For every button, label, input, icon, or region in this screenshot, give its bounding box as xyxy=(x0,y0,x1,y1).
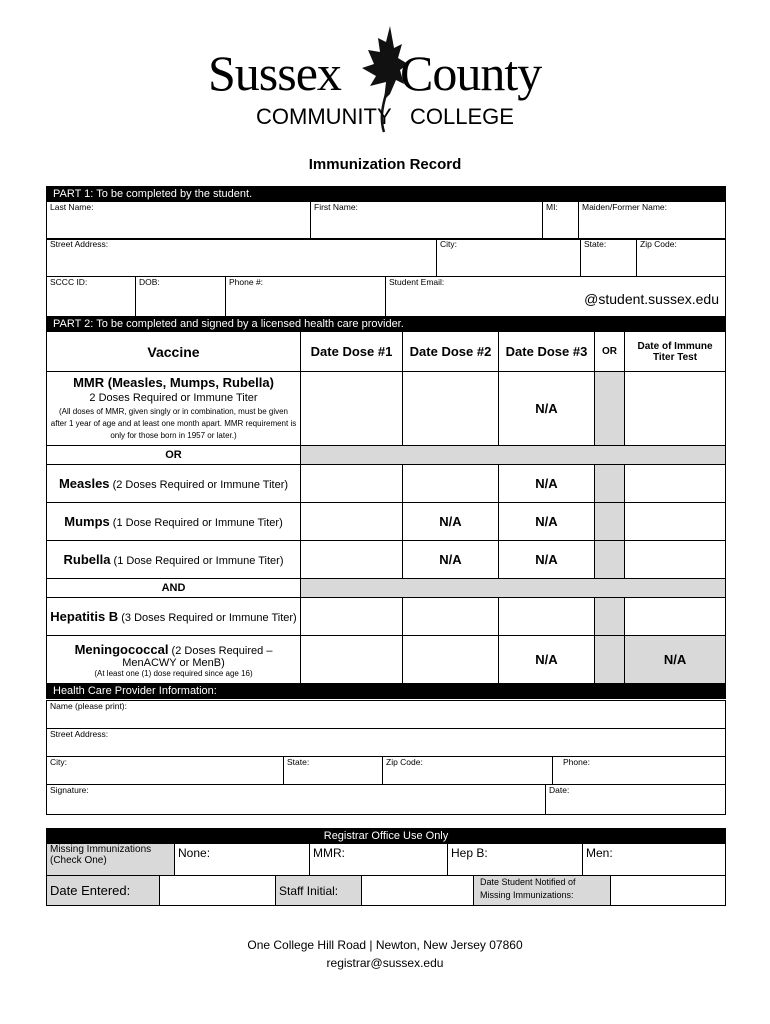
date-entered-label: Date Entered: xyxy=(47,876,160,906)
mumps-dose3-na: N/A xyxy=(499,503,595,541)
hepb-dose3-input[interactable] xyxy=(499,598,595,636)
mening-dose3-na: N/A xyxy=(499,636,595,684)
col-titer: Date of Immune Titer Test xyxy=(625,332,726,372)
provider-header: Health Care Provider Information: xyxy=(47,684,726,699)
footer-address: One College Hill Road | Newton, New Jersey 07860 xyxy=(247,938,523,952)
staff-initial-label: Staff Initial: xyxy=(276,876,362,906)
mening-label: Meningococcal xyxy=(74,641,169,657)
mening-note: (At least one (1) dose required since age 16) xyxy=(94,668,253,678)
footer xyxy=(0,936,770,972)
last-name-field[interactable]: Last Name: xyxy=(47,202,311,240)
mumps-or-cell xyxy=(595,503,625,541)
mmr-dose1-input[interactable] xyxy=(301,372,403,446)
mumps-dose2-na: N/A xyxy=(403,503,499,541)
mmr-requirement: 2 Doses Required or Immune Titer xyxy=(89,392,258,404)
registrar-table xyxy=(46,828,726,876)
logo-word-college: COLLEGE xyxy=(410,104,514,129)
missing-immunizations-label: Missing Immunizations (Check One) xyxy=(47,844,175,876)
street-address-field[interactable]: Street Address: xyxy=(47,239,437,277)
first-name-field[interactable]: First Name: xyxy=(311,202,543,240)
hepb-requirement: (3 Doses Required or Immune Titer) xyxy=(121,612,297,624)
mumps-dose1-input[interactable] xyxy=(301,503,403,541)
student-email-field[interactable] xyxy=(386,277,726,317)
mening-dose1-input[interactable] xyxy=(301,636,403,684)
registrar-entry-table xyxy=(46,875,726,906)
hepb-dose2-input[interactable] xyxy=(403,598,499,636)
measles-dose1-input[interactable] xyxy=(301,465,403,503)
logo-word-community: COMMUNITY xyxy=(256,104,392,129)
col-dose3: Date Dose #3 xyxy=(499,332,595,372)
phone-field[interactable]: Phone #: xyxy=(226,277,386,317)
mmr-titer-input[interactable] xyxy=(625,372,726,446)
date-notified-label: Date Student Notified of Missing Immunizations: xyxy=(474,876,611,906)
measles-label: Measles xyxy=(58,476,110,491)
measles-dose2-input[interactable] xyxy=(403,465,499,503)
hepb-dose1-input[interactable] xyxy=(301,598,403,636)
vaccine-rubella xyxy=(47,541,301,579)
provider-zip-field[interactable]: Zip Code: xyxy=(383,757,553,785)
missing-men-checkbox[interactable]: Men: xyxy=(583,844,726,876)
provider-street-field[interactable]: Street Address: xyxy=(47,729,726,757)
missing-mmr-checkbox[interactable]: MMR: xyxy=(310,844,448,876)
measles-or-cell xyxy=(595,465,625,503)
hepb-label: Hepatitis B xyxy=(50,609,119,624)
page-title: Immunization Record xyxy=(308,156,462,173)
vaccine-mmr xyxy=(47,372,301,446)
state-field[interactable]: State: xyxy=(581,239,637,277)
missing-none-checkbox[interactable]: None: xyxy=(175,844,310,876)
missing-hepb-checkbox[interactable]: Hep B: xyxy=(448,844,583,876)
staff-initial-input[interactable] xyxy=(362,876,474,906)
hepb-titer-input[interactable] xyxy=(625,598,726,636)
col-vaccine: Vaccine xyxy=(47,332,301,372)
registrar-header: Registrar Office Use Only xyxy=(47,829,726,844)
col-dose2: Date Dose #2 xyxy=(403,332,499,372)
maiden-name-field[interactable]: Maiden/Former Name: xyxy=(579,202,726,240)
col-or: OR xyxy=(595,332,625,372)
mmr-dose3-na: N/A xyxy=(499,372,595,446)
provider-city-field[interactable]: City: xyxy=(47,757,284,785)
and-separator: AND xyxy=(47,579,301,598)
provider-state-field[interactable]: State: xyxy=(284,757,383,785)
footer-email[interactable]: registrar@sussex.edu xyxy=(326,956,444,970)
rubella-or-cell xyxy=(595,541,625,579)
vaccine-hepb xyxy=(47,598,301,636)
part2-header: PART 2: To be completed and signed by a licensed health care provider. xyxy=(47,317,726,332)
measles-requirement: (2 Doses Required or Immune Titer) xyxy=(112,479,289,491)
mmr-title: MMR (Measles, Mumps, Rubella) xyxy=(73,375,274,390)
logo-word-sussex: Sussex xyxy=(208,45,341,101)
measles-titer-input[interactable] xyxy=(625,465,726,503)
part1-table xyxy=(46,186,726,240)
part1-header: PART 1: To be completed by the student. xyxy=(47,187,726,202)
or-separator-fill xyxy=(301,446,726,465)
provider-phone-label: Phone: xyxy=(563,757,590,767)
mumps-requirement: (1 Dose Required or Immune Titer) xyxy=(112,517,283,529)
rubella-dose2-na: N/A xyxy=(403,541,499,579)
sccc-id-field[interactable]: SCCC ID: xyxy=(47,277,136,317)
part2-table xyxy=(46,316,726,699)
mmr-or-cell xyxy=(595,372,625,446)
logo-word-county: County xyxy=(400,45,542,101)
dob-field[interactable]: DOB: xyxy=(136,277,226,317)
zip-code-field[interactable]: Zip Code: xyxy=(637,239,726,277)
mening-requirement: (2 Doses Required – MenACWY or MenB) xyxy=(122,644,273,669)
mumps-label: Mumps xyxy=(64,514,110,529)
part1-id-table xyxy=(46,276,726,317)
mening-or-cell xyxy=(595,636,625,684)
vaccine-measles xyxy=(47,465,301,503)
mmr-dose2-input[interactable] xyxy=(403,372,499,446)
provider-date-field[interactable]: Date: xyxy=(546,785,726,815)
rubella-dose3-na: N/A xyxy=(499,541,595,579)
city-field[interactable]: City: xyxy=(437,239,581,277)
rubella-label: Rubella xyxy=(63,552,111,567)
provider-signature-table xyxy=(46,784,726,815)
date-entered-input[interactable] xyxy=(160,876,276,906)
student-email-label: Student Email: xyxy=(389,277,445,287)
provider-table xyxy=(46,700,726,785)
mmr-note: (All doses of MMR, given singly or in combination, must be given after 1 year of age and at least one month apart. MMR requirement is only for those born in 1957 or later.) xyxy=(50,407,297,440)
provider-name-field[interactable]: Name (please print): xyxy=(47,701,726,729)
col-dose1: Date Dose #1 xyxy=(301,332,403,372)
provider-phone-field[interactable] xyxy=(553,757,726,785)
rubella-dose1-input[interactable] xyxy=(301,541,403,579)
provider-signature-field[interactable]: Signature: xyxy=(47,785,546,815)
or-separator: OR xyxy=(47,446,301,465)
mi-field[interactable]: MI: xyxy=(543,202,579,240)
email-domain: @student.sussex.edu xyxy=(584,291,719,307)
measles-dose3-na: N/A xyxy=(499,465,595,503)
rubella-requirement: (1 Dose Required or Immune Titer) xyxy=(113,555,284,567)
mumps-titer-input[interactable] xyxy=(625,503,726,541)
hepb-or-cell xyxy=(595,598,625,636)
part1-address-table xyxy=(46,238,726,277)
college-logo xyxy=(150,20,620,140)
mening-titer-na: N/A xyxy=(625,636,726,684)
and-separator-fill xyxy=(301,579,726,598)
vaccine-mumps xyxy=(47,503,301,541)
date-notified-input[interactable] xyxy=(611,876,726,906)
mening-dose2-input[interactable] xyxy=(403,636,499,684)
rubella-titer-input[interactable] xyxy=(625,541,726,579)
vaccine-meningococcal xyxy=(47,636,301,684)
